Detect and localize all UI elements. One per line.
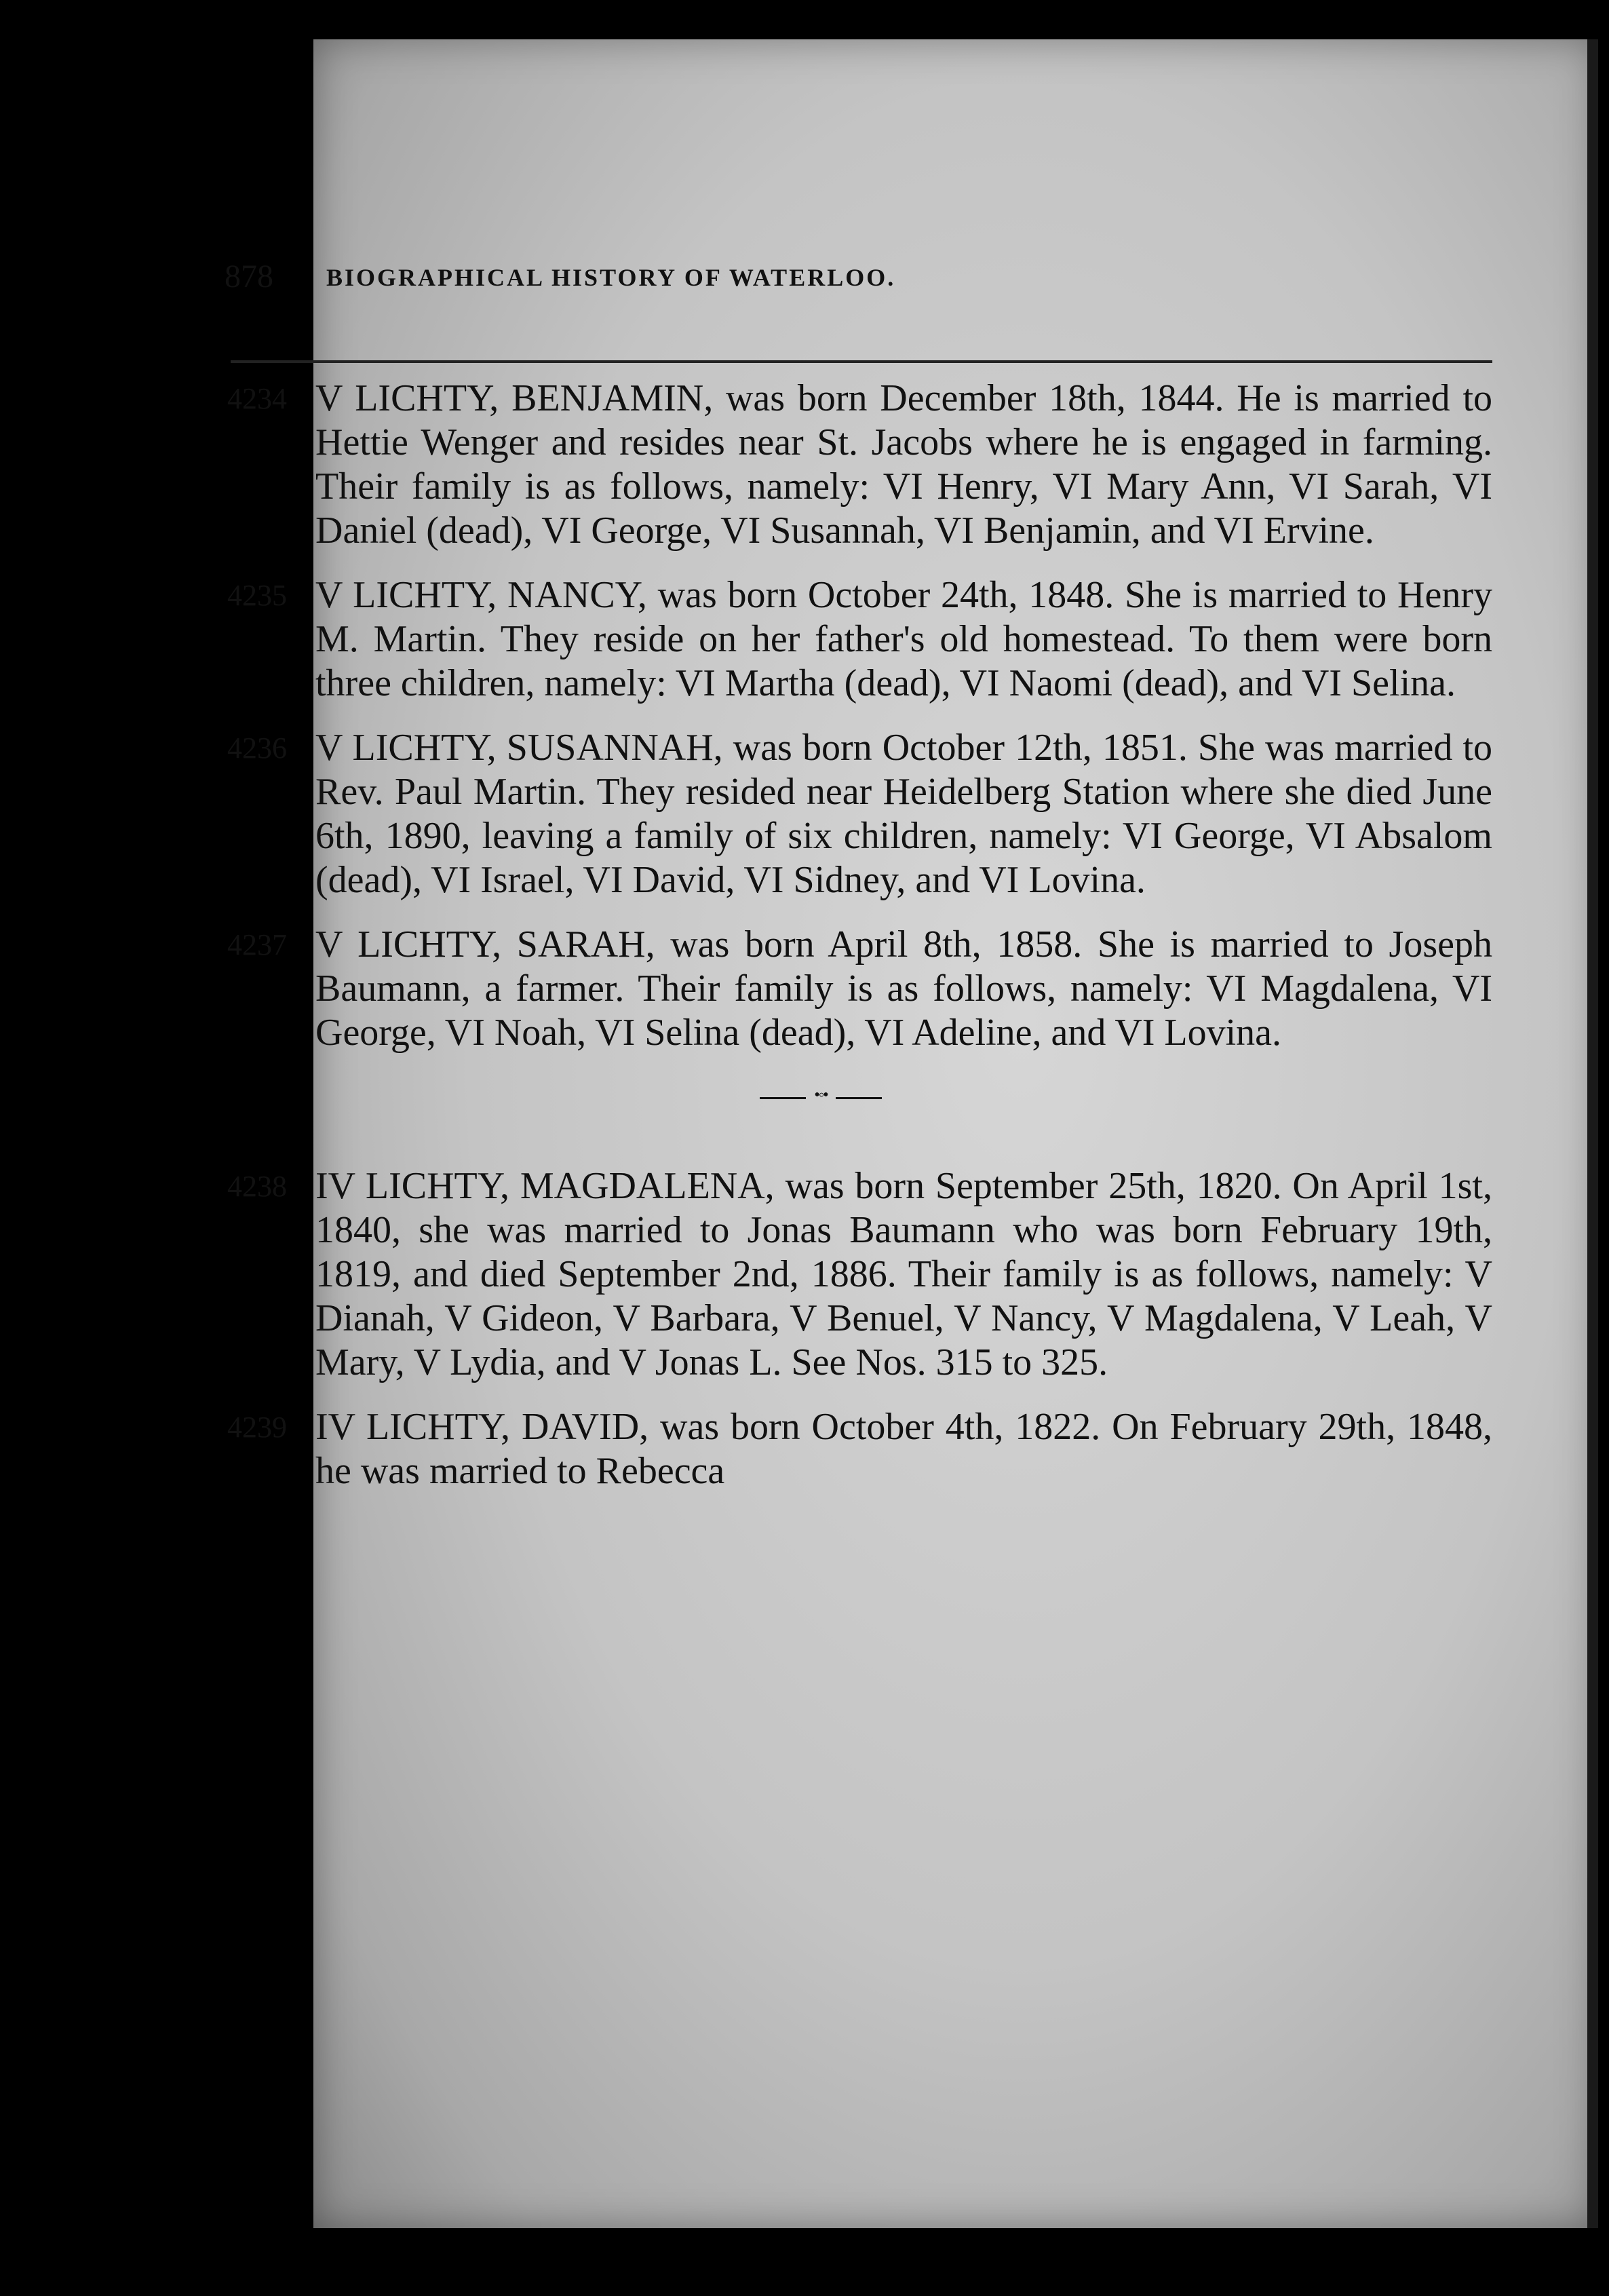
page-number: 878	[225, 259, 273, 294]
entry-4234	[227, 377, 1492, 553]
entry-4239	[227, 1405, 1492, 1493]
running-head: BIOGRAPHICAL HISTORY OF WATERLOO.	[326, 264, 896, 291]
entry-4238	[227, 1164, 1492, 1385]
page-header	[225, 258, 1378, 305]
entry-number: 4236	[227, 731, 287, 765]
ornament-line-left	[760, 1097, 806, 1099]
entry-text: IV LICHTY, MAGDALENA, was born September 25th, 1820. On April 1st, 1840, she was married to Jonas Baumann who was born February 19th, 1819, and died September 2nd, 1886. Their family is as follows, namely: V Dianah, V Gideon, V Barbara, V Benuel, V Nancy, V Magdalena, V Leah, V Mary, V Lydia, and V Jonas L. See Nos. 315 to 325.	[315, 1165, 1492, 1383]
entry-number: 4238	[227, 1170, 287, 1203]
entry-4236	[227, 726, 1492, 902]
entry-number: 4239	[227, 1411, 287, 1444]
ornament-dots: •◦•	[814, 1086, 828, 1104]
section-divider-ornament	[760, 1086, 882, 1104]
entry-text: IV LICHTY, DAVID, was born October 4th, 1822. On February 29th, 1848, he was married to Rebecca	[315, 1406, 1492, 1492]
entry-4237	[227, 923, 1492, 1055]
entry-number: 4234	[227, 382, 287, 415]
entry-text: V LICHTY, NANCY, was born October 24th, 1848. She is married to Henry M. Martin. They reside on her father's old homestead. To them were born three children, namely: VI Martha (dead), VI Naomi (dead), and VI Selina.	[315, 574, 1492, 704]
entry-text: V LICHTY, BENJAMIN, was born December 18th, 1844. He is married to Hettie Wenger and resides near St. Jacobs where he is engaged in farming. Their family is as follows, namely: VI Henry, VI Mary Ann, VI Sarah, VI Daniel (dead), VI George, VI Susannah, VI Benjamin, and VI Ervine.	[315, 377, 1492, 552]
entry-text: V LICHTY, SARAH, was born April 8th, 1858. She is married to Joseph Baumann, a farmer. Their family is as follows, namely: VI Magdalena, VI George, VI Noah, VI Selina (dead), VI Adeline, and VI Lovina.	[315, 923, 1492, 1054]
ornament-line-right	[836, 1097, 882, 1099]
entries	[227, 377, 1492, 1514]
entry-text: V LICHTY, SUSANNAH, was born October 12th, 1851. She was married to Rev. Paul Martin. They resided near Heidelberg Station where she died June 6th, 1890, leaving a family of six children, namely: VI George, VI Absalom (dead), VI Israel, VI David, VI Sidney, and VI Lovina.	[315, 727, 1492, 901]
header-rule	[231, 360, 1492, 363]
entry-number: 4235	[227, 579, 287, 612]
page-edge	[1587, 39, 1598, 2228]
entry-4235	[227, 573, 1492, 706]
entry-number: 4237	[227, 928, 287, 961]
